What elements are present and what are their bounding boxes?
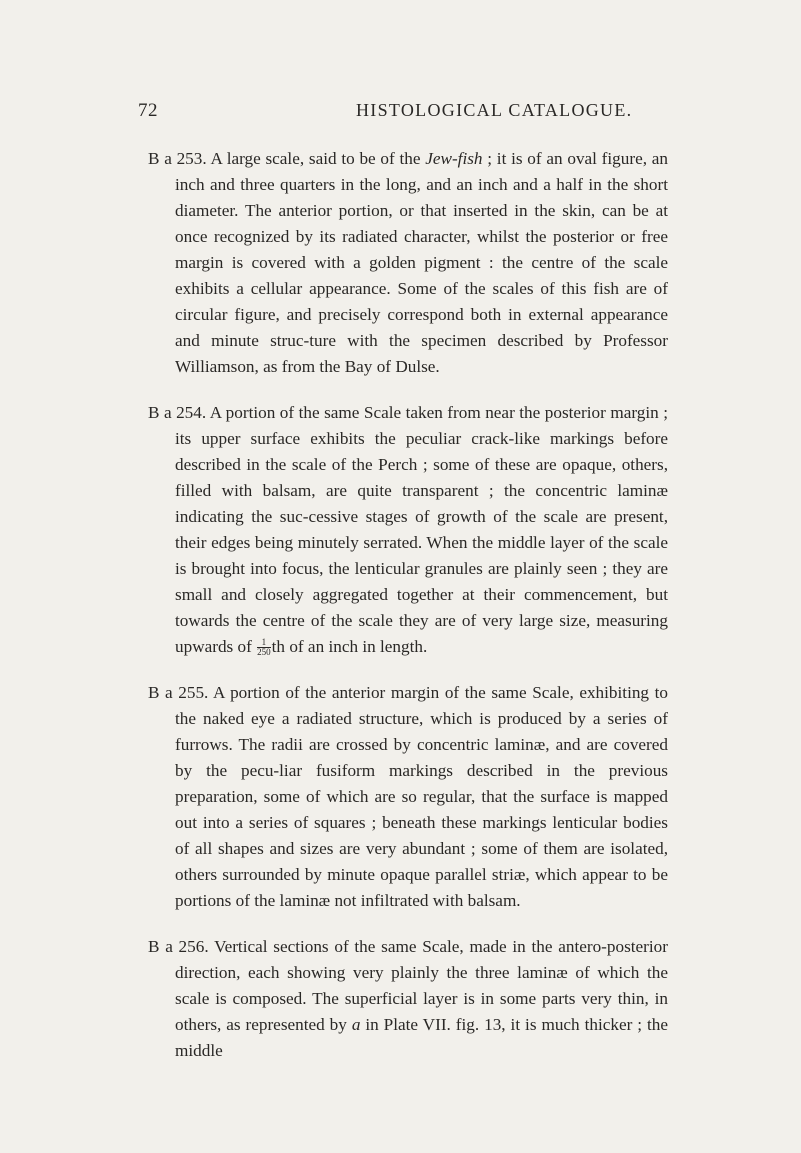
catalogue-entries	[148, 146, 668, 1084]
fraction-denominator: 250	[257, 647, 271, 658]
catalogue-entry-b-a-256	[148, 934, 668, 1064]
entry-text: Vertical sections of the same Scale, made in the antero-posterior direction, each showing very plainly the three laminæ of which the scale is composed. The superficial layer is in some parts very thin, in others, as represented by	[175, 937, 668, 1034]
entry-text: ; it is of an oval figure, an inch and three quarters in the long, and an inch and a half in the short diameter. The anterior portion, or that inserted in the skin, can be at once recognized by its radiated character, whilst the posterior or free margin is covered with a golden pigment : the centre of the scale exhibits a cellular appearance. Some of the scales of this fish are of circular figure, and precisely correspond both in external appearance and minute struc-ture with the specimen described by Professor Williamson, as from the Bay of Dulse.	[175, 149, 668, 376]
entry-italic-text: a	[351, 1015, 361, 1034]
entry-text: th of an inch in length.	[271, 637, 428, 656]
entry-text: A large scale, said to be of the	[210, 149, 426, 168]
entry-id: B a 253.	[148, 149, 207, 168]
entry-text: A portion of the same Scale taken from near the posterior margin ; its upper surface exhibits the peculiar crack-like markings before described in the scale of the Perch ; some of these are opaque, others, filled with balsam, are quite transparent ; the concentric laminæ indicating the suc-cessive stages of growth of the scale are present, their edges being minutely serrated. When the middle layer of the scale is brought into focus, the lenticular granules are plainly seen ; they are small and closely aggregated together at their commencement, but towards the centre of the scale they are of very large size, measuring upwards of	[175, 403, 668, 656]
entry-id: B a 255.	[148, 683, 209, 702]
running-head	[0, 100, 801, 130]
fraction	[257, 638, 271, 657]
entry-text: A portion of the anterior margin of the same Scale, exhibiting to the naked eye a radiated structure, which is produced by a series of furrows. The radii are crossed by concentric laminæ, and are covered by the pecu-liar fusiform markings described in the previous preparation, some of which are so regular, that the surface is mapped out into a series of squares ; beneath these markings lenticular bodies of all shapes and sizes are very abundant ; some of them are isolated, others surrounded by minute opaque parallel striæ, which appear to be portions of the laminæ not infiltrated with balsam.	[175, 683, 668, 910]
page-number: 72	[138, 100, 158, 121]
catalogue-entry-b-a-255	[148, 680, 668, 914]
fraction-numerator: 1	[257, 638, 271, 648]
entry-id: B a 256.	[148, 937, 209, 956]
entry-italic-text: Jew-fish	[425, 149, 483, 168]
catalogue-entry-b-a-254	[148, 400, 668, 660]
entry-text: in Plate VII. fig. 13, it is much thicker ; the middle	[175, 1015, 668, 1060]
entry-id: B a 254.	[148, 403, 207, 422]
catalogue-entry-b-a-253	[148, 146, 668, 380]
running-head-title: HISTOLOGICAL CATALOGUE.	[356, 100, 633, 120]
